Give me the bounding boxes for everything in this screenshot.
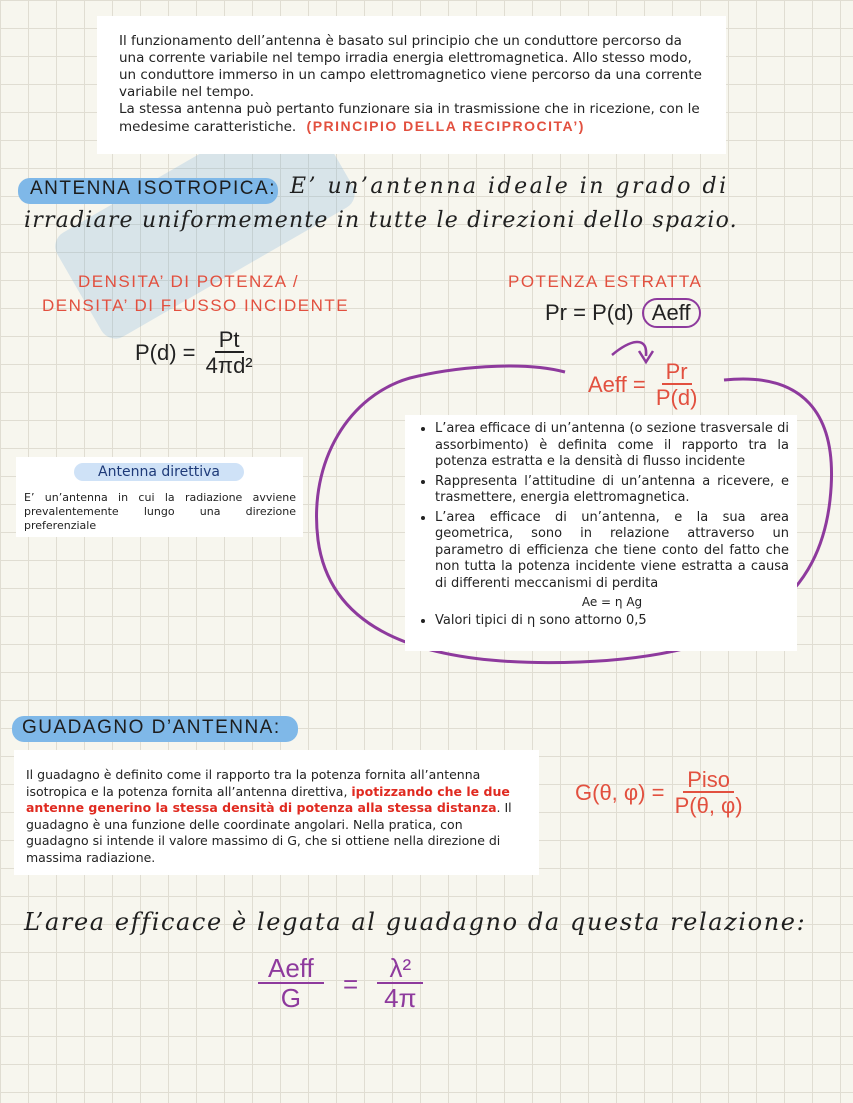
relation-num-left: Aeff bbox=[258, 955, 324, 984]
isotropic-heading: ANTENNA ISOTROPICA: bbox=[30, 178, 276, 199]
gain-text-c: . Il guadagno è una funzione delle coordinate angolari. Nella pratica, con guadagno si intende il valore massimo di G, che si ottiene nella direzione di massima radiazione. bbox=[26, 800, 512, 865]
relation-right-fraction bbox=[377, 955, 423, 1014]
relation-left-fraction bbox=[258, 955, 324, 1014]
relation-den-right: 4π bbox=[384, 983, 417, 1014]
intro-paragraph: Il funzionamento dell’antenna è basato sul principio che un conduttore percorso da una corrente variabile nel tempo irradia energia elettromagnetica. Allo stesso modo, un conduttore immerso in un campo elettromagnetico viene percorso da una corrente variabile nel tempo. bbox=[119, 33, 702, 100]
gain-card bbox=[14, 750, 539, 875]
aeff-den: P(d) bbox=[655, 385, 698, 411]
efficiency-formula: Ae = η Ag bbox=[581, 595, 643, 609]
relation-num-right: λ² bbox=[377, 955, 423, 984]
gain-text bbox=[26, 767, 526, 866]
isotropic-line-2: irradiare uniformemente in tutte le direzioni dello spazio. bbox=[24, 208, 738, 233]
effective-area-bullet: • L’area efficace di un’antenna (o sezione trasversale di assorbimento) è definita come il rapporto tra la potenza estratta e la densità di flusso incidente bbox=[435, 421, 789, 471]
density-label-2: DENSITA’ DI FLUSSO INCIDENTE bbox=[42, 296, 350, 315]
directive-text: E’ un’antenna in cui la radiazione avviene prevalentemente lungo una direzione preferenziale bbox=[24, 491, 296, 532]
aeff-circled: Aeff bbox=[642, 298, 701, 328]
gain-num: Piso bbox=[683, 768, 734, 793]
aeff-lhs: Aeff = bbox=[588, 372, 646, 398]
density-lhs: P(d) = bbox=[135, 340, 196, 366]
effective-area-bullet: • L’area efficace di un’antenna, e la sua area geometrica, sono in relazione attraverso un parametro di efficienza che tiene conto del fatto che non tutta la potenza incidente viene estratta a causa di differenti meccanismi di perdita bbox=[435, 510, 789, 593]
aeff-num: Pr bbox=[662, 360, 692, 385]
gain-den: P(θ, φ) bbox=[674, 793, 743, 819]
gain-heading: GUADAGNO D’ANTENNA: bbox=[22, 717, 281, 738]
gain-text-emphasis: ipotizzando che le due antenne generino la stessa densità di potenza alla stessa distanza bbox=[26, 783, 510, 815]
effective-area-list-2 bbox=[413, 613, 789, 630]
relation-den-left: G bbox=[280, 983, 301, 1014]
reciprocity-note: (PRINCIPIO DELLA RECIPROCITA’) bbox=[306, 118, 585, 134]
extracted-label: POTENZA ESTRATTA bbox=[508, 272, 703, 291]
density-label-1: DENSITA’ DI POTENZA / bbox=[78, 272, 300, 291]
relation-formula bbox=[258, 955, 423, 1014]
extracted-formula-left: Pr = P(d) bbox=[545, 300, 634, 325]
gain-text-a: Il guadagno è definito come il rapporto tra la potenza fornita all’antenna isotropica e la potenza fornita all’antenna direttiva, bbox=[26, 767, 481, 799]
isotropic-line-1: E’ un’antenna ideale in grado di bbox=[290, 174, 729, 199]
effective-area-bullet: • Valori tipici di η sono attorno 0,5 bbox=[435, 613, 789, 630]
density-num: Pt bbox=[215, 328, 244, 353]
effective-area-list bbox=[413, 421, 789, 592]
gain-lhs: G(θ, φ) = bbox=[575, 780, 665, 806]
intro-text-2: La stessa antenna può pertanto funzionare sia in trasmissione che in ricezione, con le medesime caratteristiche. bbox=[119, 101, 700, 135]
gain-fraction bbox=[671, 768, 747, 818]
density-den: 4πd² bbox=[205, 353, 253, 379]
gain-formula bbox=[575, 768, 747, 818]
effective-area-bullet: • Rappresenta l’attitudine di un’antenna a ricevere, e trasmettere, energia elettromagnetica. bbox=[435, 474, 789, 507]
relation-line: L’area efficace è legata al guadagno da questa relazione: bbox=[24, 908, 807, 936]
directive-card bbox=[16, 457, 303, 537]
directive-title: Antenna direttiva bbox=[74, 463, 244, 481]
relation-equals: = bbox=[343, 969, 359, 1000]
effective-area-card bbox=[405, 415, 797, 651]
